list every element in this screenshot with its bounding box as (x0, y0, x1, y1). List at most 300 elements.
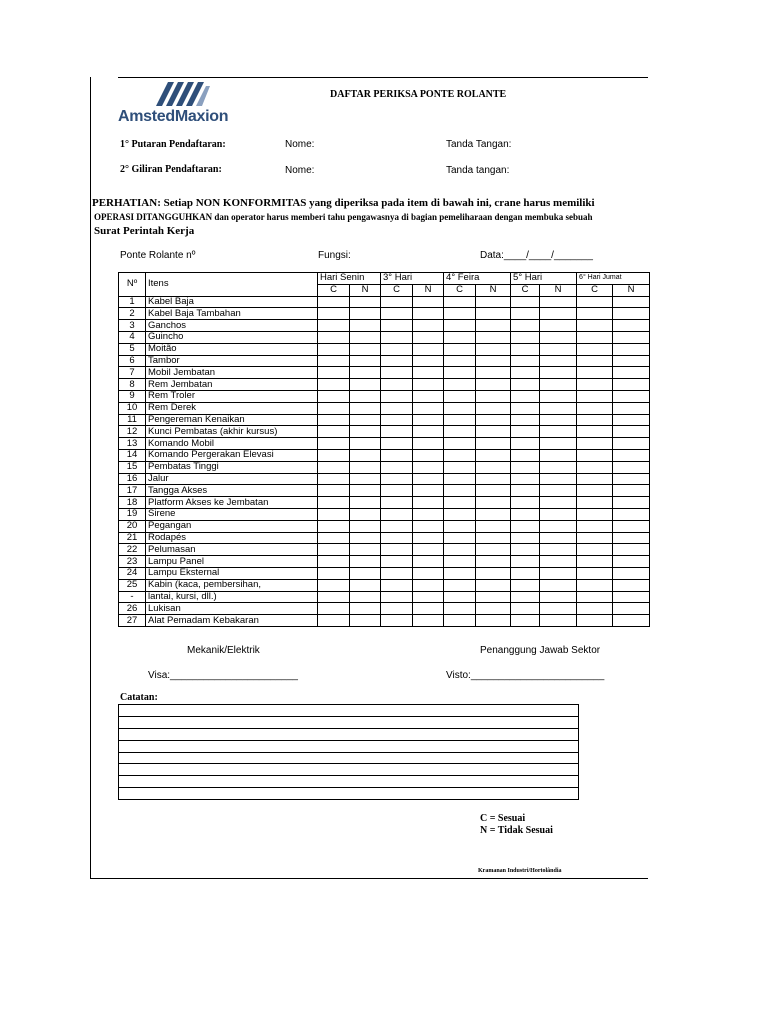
n-check-cell[interactable] (540, 473, 577, 485)
n-check-cell[interactable] (540, 331, 577, 343)
n-check-cell[interactable] (413, 508, 444, 520)
c-check-cell[interactable] (444, 449, 476, 461)
c-check-cell[interactable] (318, 449, 350, 461)
n-check-cell[interactable] (413, 379, 444, 391)
n-check-cell[interactable] (540, 390, 577, 402)
n-check-cell[interactable] (476, 520, 511, 532)
c-check-cell[interactable] (318, 438, 350, 450)
n-check-cell[interactable] (613, 320, 650, 332)
c-check-cell[interactable] (444, 520, 476, 532)
c-check-cell[interactable] (444, 508, 476, 520)
notes-line-cell[interactable] (119, 788, 579, 800)
c-check-cell[interactable] (444, 544, 476, 556)
n-check-cell[interactable] (613, 355, 650, 367)
n-check-cell[interactable] (476, 402, 511, 414)
n-check-cell[interactable] (350, 308, 381, 320)
c-check-cell[interactable] (577, 331, 613, 343)
n-check-cell[interactable] (350, 331, 381, 343)
c-check-cell[interactable] (444, 615, 476, 627)
c-check-cell[interactable] (381, 308, 413, 320)
n-check-cell[interactable] (413, 615, 444, 627)
notes-line-cell[interactable] (119, 705, 579, 717)
c-check-cell[interactable] (444, 296, 476, 308)
n-check-cell[interactable] (413, 567, 444, 579)
n-check-cell[interactable] (476, 461, 511, 473)
c-check-cell[interactable] (511, 414, 540, 426)
n-check-cell[interactable] (540, 343, 577, 355)
n-check-cell[interactable] (540, 485, 577, 497)
c-check-cell[interactable] (511, 591, 540, 603)
n-check-cell[interactable] (476, 320, 511, 332)
n-check-cell[interactable] (413, 461, 444, 473)
c-check-cell[interactable] (444, 485, 476, 497)
n-check-cell[interactable] (613, 485, 650, 497)
notes-line-cell[interactable] (119, 764, 579, 776)
n-check-cell[interactable] (476, 438, 511, 450)
c-check-cell[interactable] (381, 567, 413, 579)
c-check-cell[interactable] (577, 473, 613, 485)
c-check-cell[interactable] (318, 414, 350, 426)
c-check-cell[interactable] (511, 296, 540, 308)
n-check-cell[interactable] (476, 579, 511, 591)
legend-n: N = Tidak Sesuai (480, 825, 553, 836)
n-check-cell[interactable] (476, 591, 511, 603)
c-check-cell[interactable] (511, 544, 540, 556)
c-check-cell[interactable] (511, 331, 540, 343)
c-check-cell[interactable] (577, 379, 613, 391)
c-check-cell[interactable] (381, 390, 413, 402)
n-check-cell[interactable] (476, 426, 511, 438)
n-check-cell[interactable] (476, 508, 511, 520)
n-check-cell[interactable] (613, 567, 650, 579)
c-check-cell[interactable] (318, 591, 350, 603)
n-check-cell[interactable] (540, 438, 577, 450)
n-check-cell[interactable] (540, 603, 577, 615)
n-check-cell[interactable] (350, 591, 381, 603)
day-header-5: 6° Hari Jumat (577, 273, 650, 285)
date-field: Data:____/____/_______ (480, 250, 593, 261)
c-check-cell[interactable] (444, 367, 476, 379)
n-check-cell[interactable] (350, 390, 381, 402)
n-check-cell[interactable] (613, 556, 650, 568)
c-check-cell[interactable] (511, 426, 540, 438)
n-check-cell[interactable] (350, 379, 381, 391)
n-check-cell[interactable] (540, 320, 577, 332)
c-check-cell[interactable] (318, 532, 350, 544)
n-check-cell[interactable] (413, 438, 444, 450)
c-check-cell[interactable] (381, 426, 413, 438)
c-check-cell[interactable] (318, 579, 350, 591)
c-check-cell[interactable] (381, 355, 413, 367)
c-check-cell[interactable] (381, 532, 413, 544)
c-check-cell[interactable] (577, 367, 613, 379)
c-check-cell[interactable] (381, 320, 413, 332)
c-check-cell[interactable] (577, 296, 613, 308)
c-check-cell[interactable] (444, 331, 476, 343)
n-check-cell[interactable] (413, 296, 444, 308)
n-check-cell[interactable] (413, 497, 444, 509)
c-check-cell[interactable] (318, 497, 350, 509)
c-check-cell[interactable] (381, 591, 413, 603)
c-check-cell[interactable] (318, 343, 350, 355)
n-check-cell[interactable] (613, 508, 650, 520)
c-check-cell[interactable] (577, 390, 613, 402)
n-check-cell[interactable] (350, 520, 381, 532)
n-check-cell[interactable] (413, 414, 444, 426)
n-check-cell[interactable] (350, 367, 381, 379)
n-check-cell[interactable] (613, 390, 650, 402)
c-check-cell[interactable] (381, 331, 413, 343)
c-check-cell[interactable] (511, 556, 540, 568)
n-check-cell[interactable] (350, 485, 381, 497)
n-check-cell[interactable] (613, 603, 650, 615)
c-check-cell[interactable] (318, 473, 350, 485)
n-check-cell[interactable] (413, 402, 444, 414)
n-check-cell[interactable] (476, 343, 511, 355)
c-check-cell[interactable] (381, 544, 413, 556)
n-check-cell[interactable] (413, 426, 444, 438)
c-check-cell[interactable] (444, 438, 476, 450)
n-check-cell[interactable] (350, 414, 381, 426)
c-check-cell[interactable] (511, 461, 540, 473)
notes-line-cell[interactable] (119, 752, 579, 764)
notes-line-cell[interactable] (119, 740, 579, 752)
n-check-cell[interactable] (350, 473, 381, 485)
c-check-cell[interactable] (381, 414, 413, 426)
c-check-cell[interactable] (444, 308, 476, 320)
n-check-cell[interactable] (613, 497, 650, 509)
c-check-cell[interactable] (381, 367, 413, 379)
n-check-cell[interactable] (540, 367, 577, 379)
n-check-cell[interactable] (413, 343, 444, 355)
c-check-cell[interactable] (577, 556, 613, 568)
c-check-cell[interactable] (444, 426, 476, 438)
c-check-cell[interactable] (577, 449, 613, 461)
n-check-cell[interactable] (413, 544, 444, 556)
c-check-cell[interactable] (511, 473, 540, 485)
c-check-cell[interactable] (444, 579, 476, 591)
n-check-cell[interactable] (476, 379, 511, 391)
c-check-cell[interactable] (381, 579, 413, 591)
c-check-cell[interactable] (318, 426, 350, 438)
n-check-cell[interactable] (350, 615, 381, 627)
n-check-cell[interactable] (540, 497, 577, 509)
table-row (119, 497, 650, 509)
c-check-cell[interactable] (318, 508, 350, 520)
c-check-cell[interactable] (577, 308, 613, 320)
n-check-cell[interactable] (476, 556, 511, 568)
n-check-cell[interactable] (413, 532, 444, 544)
n-check-cell[interactable] (540, 544, 577, 556)
n-check-cell[interactable] (540, 591, 577, 603)
c-check-cell[interactable] (444, 556, 476, 568)
c-check-cell[interactable] (577, 591, 613, 603)
row-number: 11 (119, 414, 146, 426)
c-check-cell[interactable] (318, 567, 350, 579)
n-check-cell[interactable] (613, 579, 650, 591)
c-check-cell[interactable] (381, 402, 413, 414)
c-check-cell[interactable] (444, 343, 476, 355)
c-check-cell[interactable] (577, 532, 613, 544)
n-check-cell[interactable] (540, 567, 577, 579)
c-check-cell[interactable] (577, 603, 613, 615)
n-check-cell[interactable] (350, 449, 381, 461)
c-check-cell[interactable] (577, 320, 613, 332)
c-check-cell[interactable] (318, 296, 350, 308)
n-check-cell[interactable] (613, 426, 650, 438)
c-check-cell[interactable] (381, 296, 413, 308)
c-check-cell[interactable] (511, 379, 540, 391)
n-check-cell[interactable] (540, 355, 577, 367)
c-check-cell[interactable] (577, 520, 613, 532)
c-check-cell[interactable] (511, 355, 540, 367)
n-check-cell[interactable] (476, 544, 511, 556)
c-check-cell[interactable] (318, 320, 350, 332)
c-check-cell[interactable] (511, 343, 540, 355)
n-check-cell[interactable] (476, 497, 511, 509)
c-check-cell[interactable] (444, 567, 476, 579)
c-check-cell[interactable] (577, 355, 613, 367)
c-check-cell[interactable] (444, 414, 476, 426)
c-check-cell[interactable] (577, 579, 613, 591)
n-check-cell[interactable] (540, 579, 577, 591)
n-check-cell[interactable] (350, 296, 381, 308)
c-check-cell[interactable] (444, 379, 476, 391)
n-check-cell[interactable] (613, 308, 650, 320)
n-check-cell[interactable] (540, 296, 577, 308)
n-check-cell[interactable] (350, 426, 381, 438)
n-check-cell[interactable] (350, 556, 381, 568)
c-check-cell[interactable] (318, 402, 350, 414)
c-check-cell[interactable] (381, 556, 413, 568)
c-check-cell[interactable] (511, 567, 540, 579)
n-check-cell[interactable] (476, 414, 511, 426)
n-check-cell[interactable] (350, 532, 381, 544)
n-check-cell[interactable] (413, 355, 444, 367)
n-check-cell[interactable] (540, 520, 577, 532)
n-check-cell[interactable] (350, 343, 381, 355)
n-check-cell[interactable] (476, 615, 511, 627)
c-check-cell[interactable] (511, 497, 540, 509)
c-check-cell[interactable] (318, 331, 350, 343)
c-check-cell[interactable] (511, 367, 540, 379)
c-check-cell[interactable] (511, 449, 540, 461)
c-check-cell[interactable] (444, 320, 476, 332)
n-check-cell[interactable] (476, 355, 511, 367)
n-check-cell[interactable] (350, 355, 381, 367)
n-check-cell[interactable] (613, 544, 650, 556)
c-check-cell[interactable] (381, 343, 413, 355)
n-check-cell[interactable] (540, 379, 577, 391)
c-check-cell[interactable] (381, 473, 413, 485)
n-header: N (540, 284, 577, 296)
c-check-cell[interactable] (577, 615, 613, 627)
n-check-cell[interactable] (476, 296, 511, 308)
n-check-cell[interactable] (350, 567, 381, 579)
c-check-cell[interactable] (511, 603, 540, 615)
n-check-cell[interactable] (613, 449, 650, 461)
n-check-cell[interactable] (350, 579, 381, 591)
n-check-cell[interactable] (540, 508, 577, 520)
c-check-cell[interactable] (318, 603, 350, 615)
c-check-cell[interactable] (318, 390, 350, 402)
c-check-cell[interactable] (381, 379, 413, 391)
c-check-cell[interactable] (577, 485, 613, 497)
c-check-cell[interactable] (444, 461, 476, 473)
n-check-cell[interactable] (413, 591, 444, 603)
c-check-cell[interactable] (577, 438, 613, 450)
first-signature-label: Tanda Tangan: (446, 139, 512, 150)
c-check-cell[interactable] (318, 485, 350, 497)
n-check-cell[interactable] (350, 603, 381, 615)
c-check-cell[interactable] (318, 615, 350, 627)
n-check-cell[interactable] (540, 461, 577, 473)
n-check-cell[interactable] (540, 449, 577, 461)
row-number: 24 (119, 567, 146, 579)
c-check-cell[interactable] (381, 485, 413, 497)
c-check-cell[interactable] (444, 603, 476, 615)
n-check-cell[interactable] (476, 485, 511, 497)
notes-line-cell[interactable] (119, 716, 579, 728)
c-check-cell[interactable] (577, 426, 613, 438)
n-check-cell[interactable] (350, 544, 381, 556)
c-check-cell[interactable] (444, 390, 476, 402)
c-check-cell[interactable] (318, 544, 350, 556)
n-check-cell[interactable] (413, 579, 444, 591)
n-check-cell[interactable] (350, 402, 381, 414)
n-check-cell[interactable] (613, 343, 650, 355)
c-check-cell[interactable] (511, 579, 540, 591)
c-check-cell[interactable] (381, 461, 413, 473)
c-check-cell[interactable] (444, 497, 476, 509)
n-check-cell[interactable] (613, 438, 650, 450)
c-check-cell[interactable] (318, 461, 350, 473)
c-check-cell[interactable] (511, 320, 540, 332)
c-check-cell[interactable] (511, 402, 540, 414)
c-check-cell[interactable] (511, 438, 540, 450)
n-check-cell[interactable] (613, 379, 650, 391)
n-check-cell[interactable] (613, 473, 650, 485)
c-check-cell[interactable] (577, 544, 613, 556)
n-check-cell[interactable] (613, 402, 650, 414)
n-check-cell[interactable] (476, 367, 511, 379)
c-check-cell[interactable] (381, 497, 413, 509)
c-check-cell[interactable] (511, 532, 540, 544)
c-check-cell[interactable] (577, 567, 613, 579)
c-check-cell[interactable] (444, 355, 476, 367)
n-check-cell[interactable] (613, 520, 650, 532)
notes-line-cell[interactable] (119, 776, 579, 788)
c-check-cell[interactable] (511, 390, 540, 402)
n-check-cell[interactable] (540, 308, 577, 320)
c-check-cell[interactable] (511, 308, 540, 320)
c-check-cell[interactable] (318, 367, 350, 379)
c-check-cell[interactable] (577, 461, 613, 473)
c-check-cell[interactable] (444, 473, 476, 485)
n-check-cell[interactable] (413, 556, 444, 568)
table-row (119, 615, 650, 627)
n-check-cell[interactable] (350, 508, 381, 520)
n-check-cell[interactable] (540, 615, 577, 627)
c-check-cell[interactable] (318, 379, 350, 391)
c-check-cell[interactable] (577, 508, 613, 520)
n-check-cell[interactable] (413, 603, 444, 615)
n-check-cell[interactable] (476, 331, 511, 343)
n-check-cell[interactable] (350, 320, 381, 332)
n-check-cell[interactable] (613, 367, 650, 379)
c-check-cell[interactable] (577, 343, 613, 355)
c-check-cell[interactable] (511, 485, 540, 497)
c-check-cell[interactable] (318, 556, 350, 568)
table-row (119, 414, 650, 426)
c-check-cell[interactable] (444, 402, 476, 414)
c-check-cell[interactable] (318, 308, 350, 320)
n-check-cell[interactable] (413, 449, 444, 461)
n-check-cell[interactable] (540, 532, 577, 544)
n-check-cell[interactable] (540, 556, 577, 568)
c-check-cell[interactable] (318, 520, 350, 532)
n-check-cell[interactable] (413, 308, 444, 320)
c-check-cell[interactable] (381, 520, 413, 532)
n-check-cell[interactable] (613, 615, 650, 627)
n-check-cell[interactable] (613, 296, 650, 308)
n-check-cell[interactable] (476, 473, 511, 485)
c-check-cell[interactable] (381, 438, 413, 450)
n-check-cell[interactable] (476, 449, 511, 461)
n-check-cell[interactable] (613, 461, 650, 473)
n-check-cell[interactable] (350, 438, 381, 450)
n-check-cell[interactable] (476, 532, 511, 544)
n-check-cell[interactable] (613, 532, 650, 544)
c-check-cell[interactable] (511, 615, 540, 627)
c-check-cell[interactable] (381, 603, 413, 615)
n-check-cell[interactable] (476, 567, 511, 579)
n-check-cell[interactable] (613, 591, 650, 603)
c-check-cell[interactable] (318, 355, 350, 367)
c-check-cell[interactable] (381, 449, 413, 461)
n-check-cell[interactable] (413, 485, 444, 497)
n-check-cell[interactable] (413, 367, 444, 379)
c-check-cell[interactable] (444, 591, 476, 603)
notes-line-cell[interactable] (119, 728, 579, 740)
n-check-cell[interactable] (476, 308, 511, 320)
c-check-cell[interactable] (577, 402, 613, 414)
n-check-cell[interactable] (613, 414, 650, 426)
n-check-cell[interactable] (540, 414, 577, 426)
c-check-cell[interactable] (381, 508, 413, 520)
row-item: Tangga Akses (146, 485, 318, 497)
n-check-cell[interactable] (540, 426, 577, 438)
table-row (119, 367, 650, 379)
n-check-cell[interactable] (613, 331, 650, 343)
n-check-cell[interactable] (350, 461, 381, 473)
n-check-cell[interactable] (476, 603, 511, 615)
c-check-cell[interactable] (577, 414, 613, 426)
c-check-cell[interactable] (511, 520, 540, 532)
n-check-cell[interactable] (413, 390, 444, 402)
n-check-cell[interactable] (413, 320, 444, 332)
c-check-cell[interactable] (381, 615, 413, 627)
n-check-cell[interactable] (540, 402, 577, 414)
n-check-cell[interactable] (476, 390, 511, 402)
c-check-cell[interactable] (444, 532, 476, 544)
n-check-cell[interactable] (413, 520, 444, 532)
c-check-cell[interactable] (511, 508, 540, 520)
n-check-cell[interactable] (413, 473, 444, 485)
n-check-cell[interactable] (413, 331, 444, 343)
c-check-cell[interactable] (577, 497, 613, 509)
n-check-cell[interactable] (350, 497, 381, 509)
